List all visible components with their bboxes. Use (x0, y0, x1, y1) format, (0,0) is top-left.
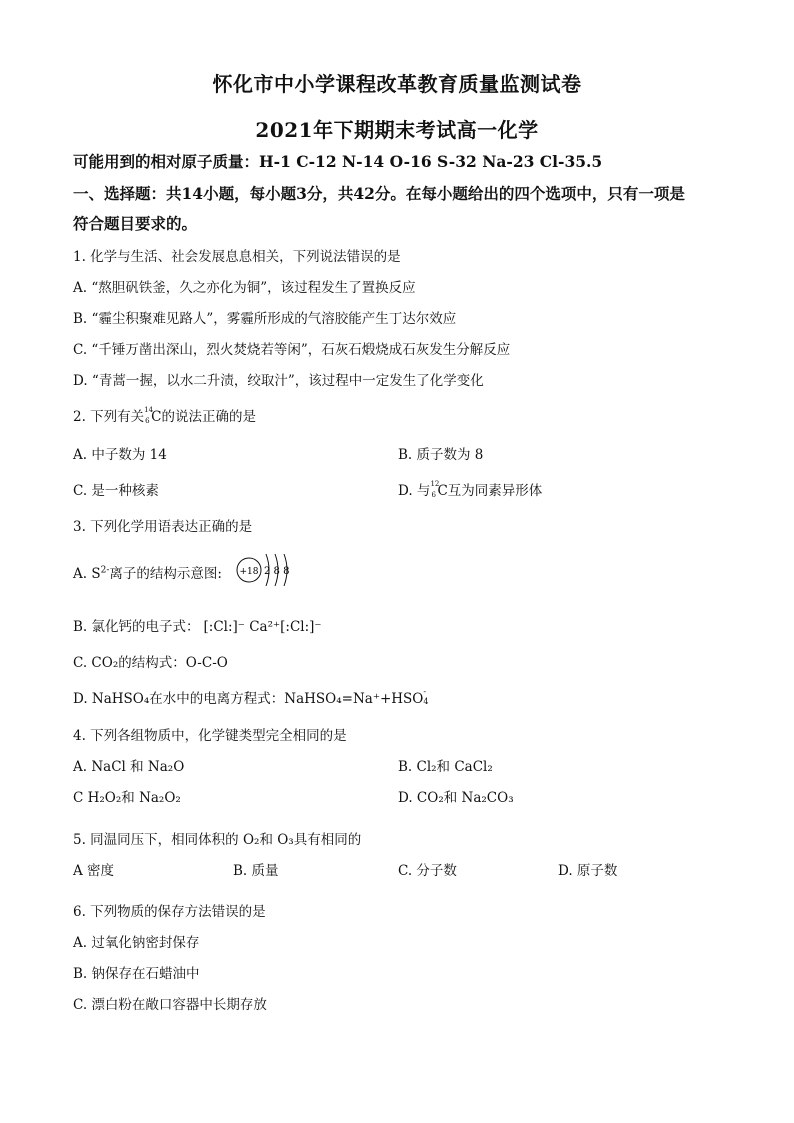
q4-option-a: A. NaCl 和 Na₂O (73, 759, 185, 775)
q3-option-c: C. CO₂的结构式：O-C-O (73, 655, 228, 671)
q2-option-c: C. 是一种核素 (73, 483, 159, 499)
q2-stem-pre: 2. 下列有关 (73, 409, 145, 425)
q1-option-c: C. “千锤万凿出深山，烈火焚烧若等闲”，石灰石煅烧成石灰发生分解反应 (73, 342, 511, 358)
atomic-masses: 可能用到的相对原子质量：H-1 C-12 N-14 O-16 S-32 Na-23 Cl-35.5 (73, 152, 603, 171)
q5-stem: 5. 同温同压下，相同体积的 O₂和 O₃具有相同的 (73, 832, 362, 848)
q1-option-b: B. “霾尘积聚难见路人”，雾霾所形成的气溶胶能产生丁达尔效应 (73, 311, 457, 327)
q3-option-b: B. 氯化钙的电子式： [:Cl:]⁻ Ca²⁺[:Cl:]⁻ (73, 619, 322, 635)
q4-option-c: C H₂O₂和 Na₂O₂ (73, 790, 181, 806)
q1-option-a: A. “熬胆矾铁釜，久之亦化为铜”，该过程发生了置换反应 (73, 280, 416, 296)
q6-option-c: C. 漂白粉在敞口容器中长期存放 (73, 997, 267, 1013)
svg-text:2 8 8: 2 8 8 (264, 566, 290, 577)
q3-stem: 3. 下列化学用语表达正确的是 (73, 519, 253, 535)
exam-title: 怀化市中小学课程改革教育质量监测试卷 (212, 72, 582, 96)
q5-option-b: B. 质量 (233, 863, 279, 879)
q6-stem: 6. 下列物质的保存方法错误的是 (73, 904, 266, 920)
cacl2-electron-formula: [:Cl:]⁻ Ca²⁺[:Cl:]⁻ (203, 619, 322, 635)
exam-subtitle: 2021年下期期末考试高一化学 (255, 118, 539, 142)
section-heading-line1: 一、选择题：共14小题，每小题3分，共42分。在每小题给出的四个选项中，只有一项是 (73, 184, 685, 203)
q2-stem-post: C的说法正确的是 (151, 409, 257, 425)
q3-option-a: A. $S^{2-}$离子的结构示意图: (73, 565, 222, 582)
q4-option-d: D. CO₂和 Na₂CO₃ (398, 790, 514, 806)
q3-option-d: D. NaHSO₄在水中的电离方程式：NaHSO₄=Na⁺+HSO - 4 (73, 687, 429, 707)
q1-option-d: D. “青蒿一握，以水二升渍，绞取汁”，该过程中一定发生了化学变化 (73, 373, 484, 389)
q2-nuclide-c14: 14 6 (144, 406, 154, 425)
q6-option-a: A. 过氧化钠密封保存 (73, 935, 200, 951)
q4-option-b: B. Cl₂和 CaCl₂ (398, 759, 493, 775)
s2-ion-structure-diagram (232, 548, 302, 592)
q2-stem (73, 405, 256, 425)
q4-stem: 4. 下列各组物质中，化学键类型完全相同的是 (73, 728, 347, 744)
q5-option-d: D. 原子数 (558, 863, 618, 879)
q5-option-a: A 密度 (73, 863, 115, 879)
q2-option-d: D. 与 12 6 C互为同素异形体 (398, 480, 543, 499)
section-heading-line2: 符合题目要求的。 (73, 214, 198, 233)
q2-option-a: A. 中子数为 14 (73, 447, 167, 463)
q6-option-b: B. 钠保存在石蜡油中 (73, 966, 200, 982)
q1-stem: 1. 化学与生活、社会发展息息相关，下列说法错误的是 (73, 249, 401, 265)
svg-text:+18: +18 (239, 567, 259, 577)
q2-nuclide-c12: 12 6 (430, 480, 440, 499)
hso4-ion: HSO (391, 691, 424, 707)
q2-option-b: B. 质子数为 8 (398, 447, 484, 463)
q5-option-c: C. 分子数 (398, 863, 457, 879)
